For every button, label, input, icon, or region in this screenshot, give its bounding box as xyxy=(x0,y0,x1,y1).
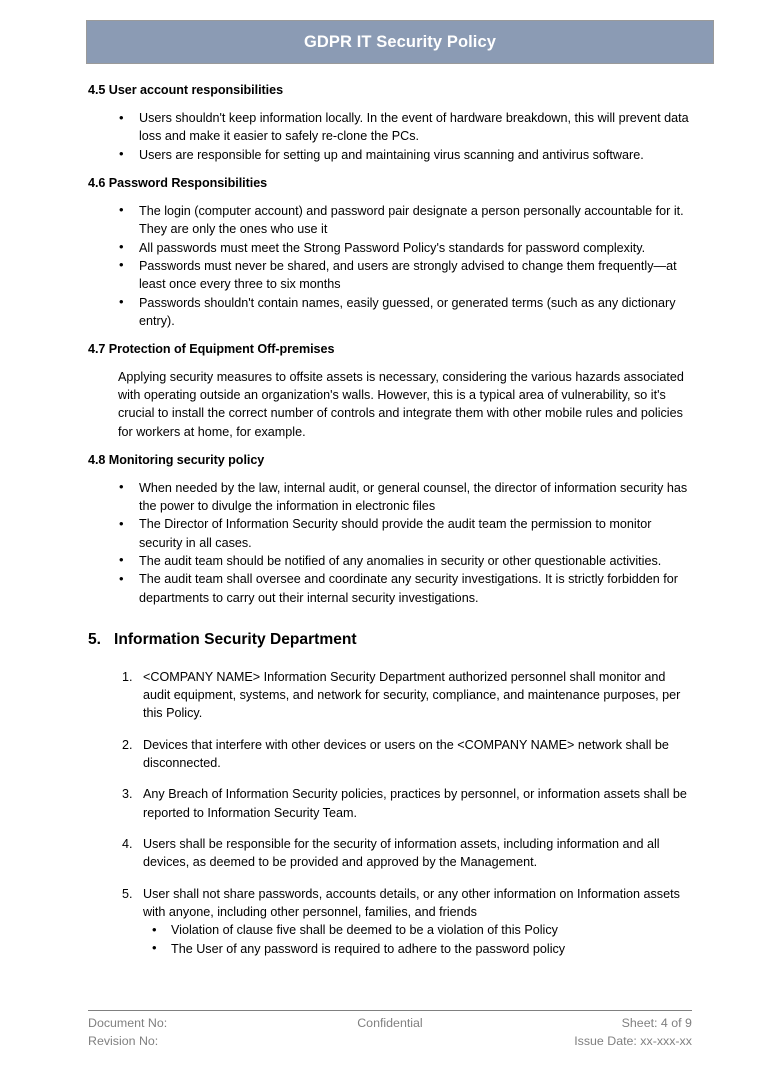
list-item: • When needed by the law, internal audit, or general counsel, the director of information security has the power to divulge the information in electronic files xyxy=(88,479,692,516)
document-header-banner xyxy=(86,20,714,64)
list-item: • The login (computer account) and password pair designate a person personally accountable for it. They are only the ones who use it xyxy=(88,202,692,239)
list-item: Users shall be responsible for the security of information assets, including information and all devices, as deemed to be provided and approved by the Management. xyxy=(143,837,660,870)
list-item: • The audit team shall oversee and coordinate any security investigations. It is strictly forbidden for departments to carry out their internal security investigations. xyxy=(88,570,692,607)
footer-revision-no: Revision No: xyxy=(88,1033,159,1048)
spacer xyxy=(88,652,692,668)
footer-row-top xyxy=(88,1015,692,1033)
list-item: • The User of any password is required to adhere to the password policy xyxy=(143,940,692,958)
spacer xyxy=(88,360,692,368)
list-item: • Passwords must never be shared, and users are strongly advised to change them frequently—at least once every three to six months xyxy=(88,257,692,294)
document-title: GDPR IT Security Policy xyxy=(303,32,497,51)
footer-confidential: Confidential xyxy=(357,1016,423,1030)
section-number: 5. xyxy=(88,630,102,648)
list-item: Devices that interfere with other devices or users on the <COMPANY NAME> network shall be disconnected. xyxy=(143,737,669,771)
list-item-text: User shall not share passwords, accounts details, or any other information on Information assets with anyone, including other personnel, families, and friends xyxy=(143,886,680,919)
section-4-8-bullet-list xyxy=(88,479,692,607)
footer-sheet-number: Sheet: 4 of 9 xyxy=(621,1016,692,1030)
section-4-6-bullet-list xyxy=(88,202,692,330)
document-content xyxy=(88,82,692,958)
list-item: • Users shouldn't keep information locally. In the event of hardware breakdown, this will prevent data loss and make it easier to safely re-clone the PCs. xyxy=(88,109,692,146)
section-5-item-5-sub-bullets xyxy=(143,921,692,958)
footer-divider xyxy=(88,1010,692,1011)
list-item: • All passwords must meet the Strong Password Policy's standards for password complexity. xyxy=(88,239,692,257)
section-heading-5 xyxy=(88,629,692,650)
section-4-5-bullet-list xyxy=(88,109,692,164)
list-item: Any Breach of Information Security policies, practices by personnel, or information assets shall be reported to Information Security Team. xyxy=(143,787,687,820)
section-4-7-paragraph: Applying security measures to offsite assets is necessary, considering the various hazards associated with operating outside an organization's walls. However, this is a typical area of vulnerability, so it's crucial to install the correct number of controls and integrate them with other mobile rules and policies for workers at home, for example. xyxy=(118,370,684,439)
list-item: • The audit team should be notified of any anomalies in security or other questionable activities. xyxy=(88,552,692,570)
section-title: Information Security Department xyxy=(114,630,357,648)
section-heading-4-6: 4.6 Password Responsibilities xyxy=(88,175,268,190)
list-item: • Users are responsible for setting up and maintaining virus scanning and antivirus software. xyxy=(88,146,692,164)
section-heading-4-7: 4.7 Protection of Equipment Off-premises xyxy=(88,342,335,357)
spacer xyxy=(88,101,692,109)
list-item xyxy=(88,885,692,958)
footer-document-no: Document No: xyxy=(88,1016,168,1030)
spacer xyxy=(88,330,692,341)
spacer xyxy=(88,194,692,202)
footer-issue-date: Issue Date: xx-xxx-xx xyxy=(574,1033,692,1048)
spacer xyxy=(88,471,692,479)
section-heading-4-8: 4.8 Monitoring security policy xyxy=(88,452,265,467)
list-item: • Violation of clause five shall be deemed to be a violation of this Policy xyxy=(143,921,692,939)
spacer xyxy=(88,164,692,175)
list-item: <COMPANY NAME> Information Security Department authorized personnel shall monitor and audit equipment, systems, and network for security, compliance, and maintenance purposes, per this Policy. xyxy=(143,669,681,721)
document-footer xyxy=(88,1010,692,1050)
list-item: • The Director of Information Security should provide the audit team the permission to monitor security in all cases. xyxy=(88,515,692,552)
spacer xyxy=(88,441,692,452)
spacer xyxy=(88,607,692,629)
section-heading-4-5: 4.5 User account responsibilities xyxy=(88,83,284,97)
section-5-numbered-list xyxy=(88,668,692,958)
list-item: • Passwords shouldn't contain names, easily guessed, or generated terms (such as any dictionary entry). xyxy=(88,294,692,331)
footer-row-bottom xyxy=(88,1033,692,1051)
